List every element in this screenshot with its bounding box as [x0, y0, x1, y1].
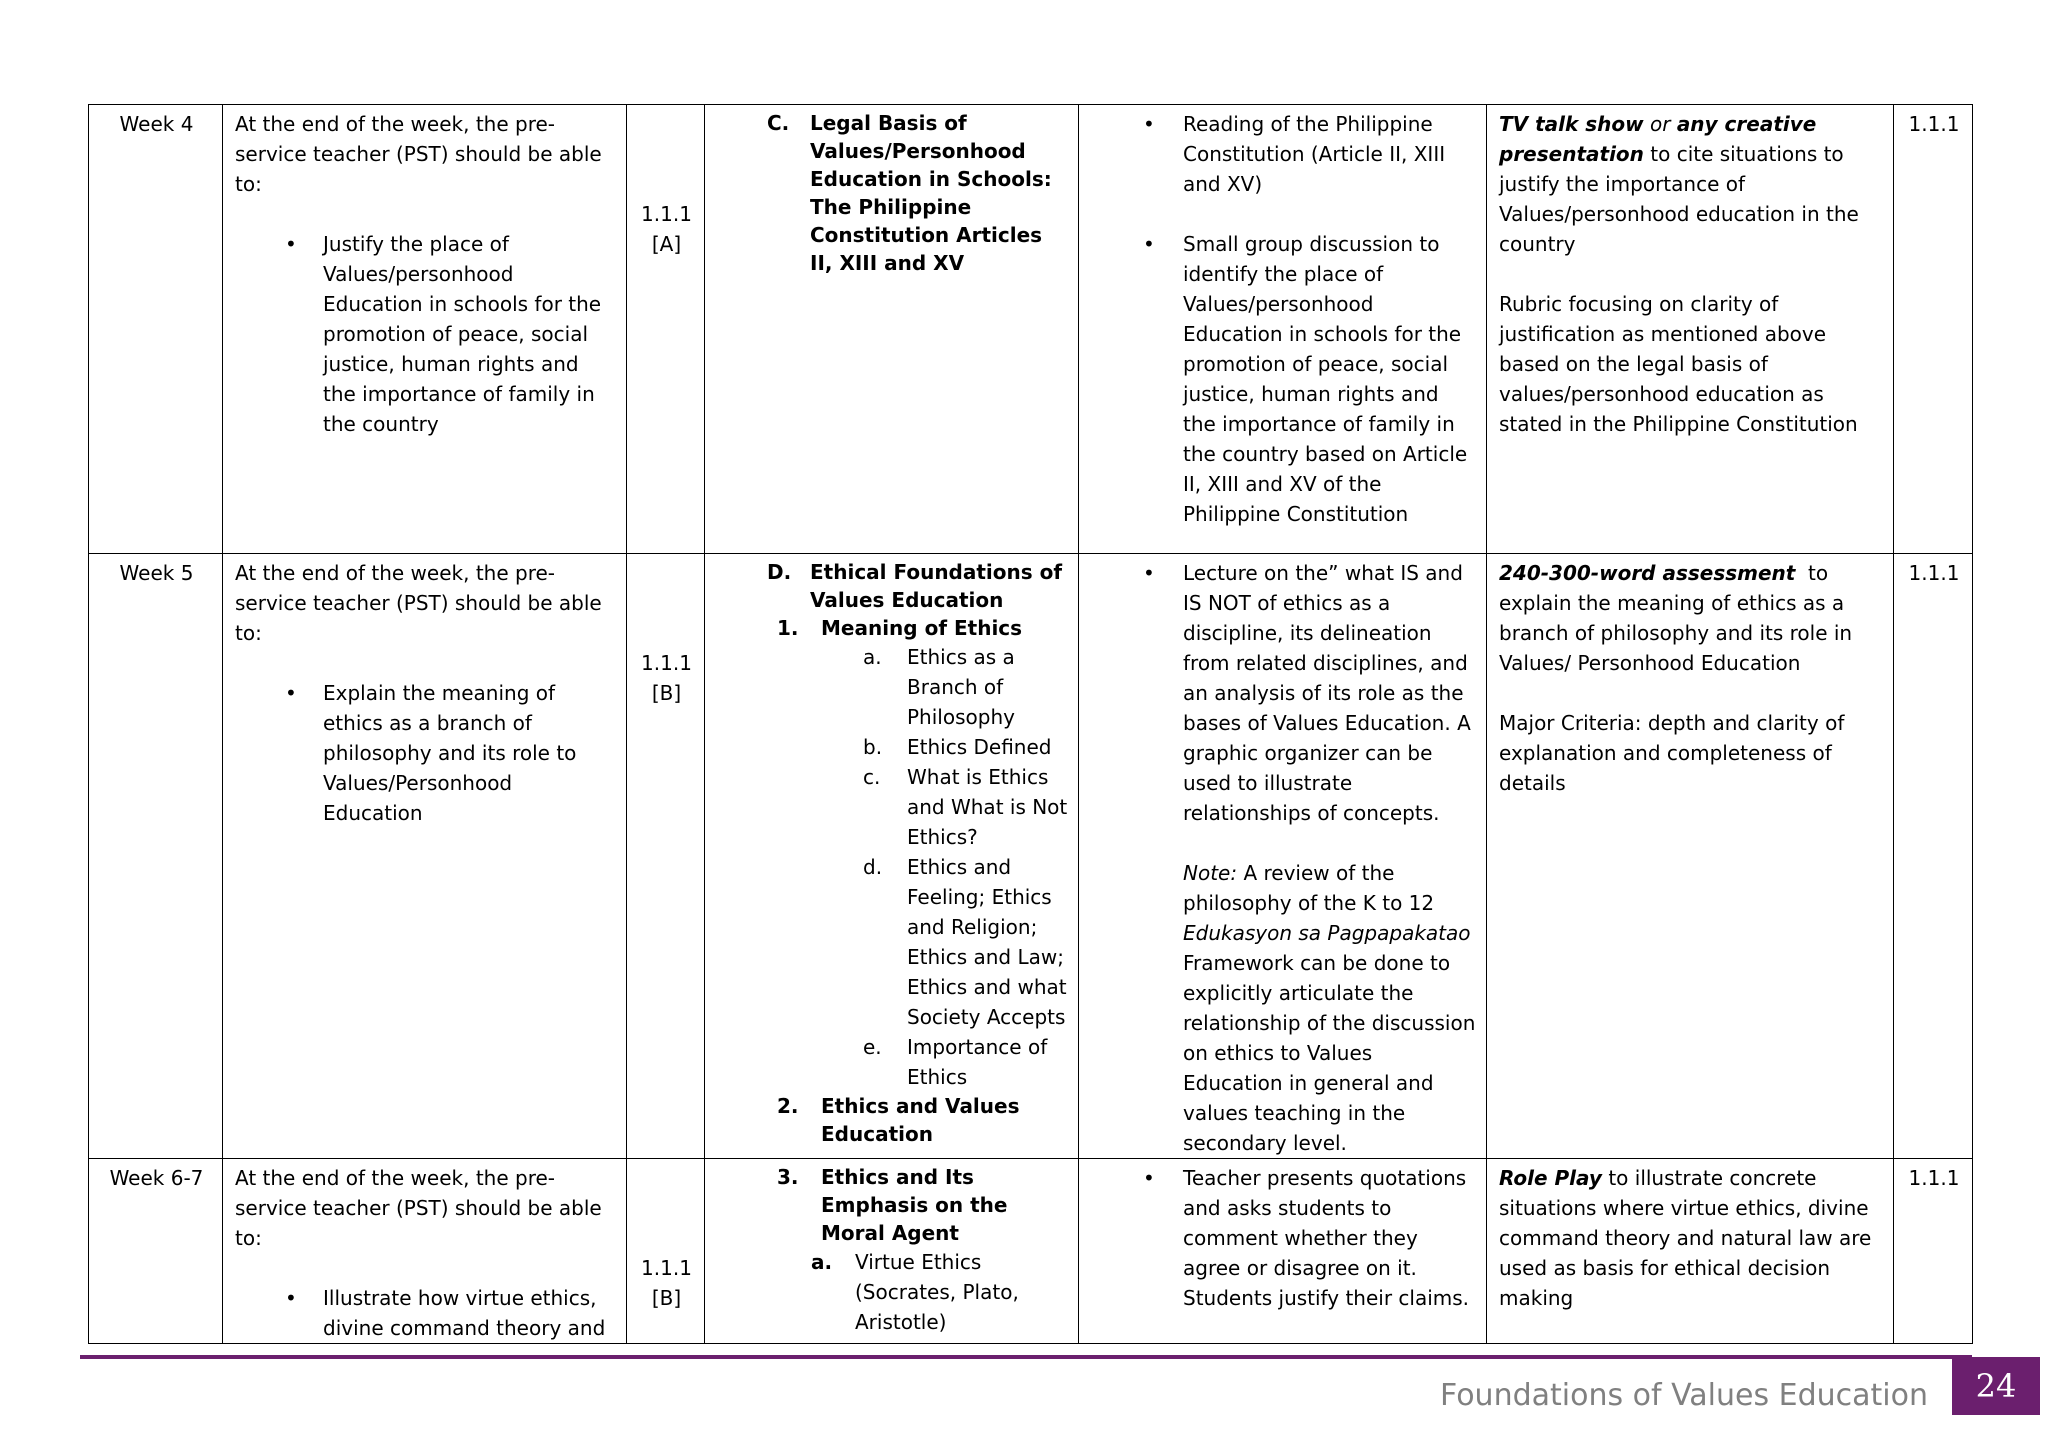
- week-cell: [89, 1159, 223, 1344]
- assessment-emphasis: any creative presentation: [1499, 112, 1817, 166]
- outcome-code: 1.1.1: [641, 202, 692, 226]
- activities-cell: [1079, 1159, 1487, 1344]
- assessment-cell: [1487, 1159, 1894, 1344]
- outcomes-cell: [223, 1159, 627, 1344]
- subtopic-item: [717, 762, 1068, 852]
- topic-title: Legal Basis of Values/Personhood Education in Schools: The Philippine Constitution Articles II, XIII and XV: [810, 111, 1052, 275]
- outcome-code-tag: [B]: [651, 681, 682, 705]
- code-cell: [627, 105, 705, 554]
- subtopic-label: 3.: [777, 1165, 799, 1189]
- outcome-intro: At the end of the week, the pre-service teacher (PST) should be able to:: [235, 112, 602, 196]
- outcome-code-tag: [A]: [651, 232, 682, 256]
- page-number-badge: [1952, 1357, 2040, 1415]
- assessment-rubric: Rubric focusing on clarity of justification as mentioned above based on the legal basis of values/personhood education as stated in the Philippine Constitution: [1499, 292, 1858, 436]
- week-cell: [89, 105, 223, 554]
- note-label: Note:: [1183, 861, 1238, 885]
- item-text: What is Ethics and What is Not Ethics?: [907, 765, 1068, 849]
- item-label: b.: [863, 735, 883, 759]
- note-italic: Edukasyon sa Pagpapakatao: [1183, 921, 1471, 945]
- outcome-number: 1.1.1: [1908, 112, 1960, 136]
- activity-item: • Small group discussion to identify the place of Values/personhood Education in schools for the promotion of peace, social justice, human rights and the importance of family in the country based on Article II, XIII and XV of the Philippine Constitution: [1091, 229, 1476, 529]
- topic-title: Ethical Foundations of Values Education: [810, 560, 1063, 612]
- item-text: Ethics Defined: [907, 735, 1052, 759]
- code-cell: [627, 554, 705, 1159]
- table-row: [89, 554, 1973, 1159]
- activity-item: • Lecture on the” what IS and IS NOT of ethics as a discipline, its delineation from related disciplines, and an analysis of its role as the bases of Values Education. A graphic organizer can be used to illustrate relationships of concepts.: [1091, 558, 1476, 828]
- footer-title: Foundations of Values Education: [1440, 1378, 1928, 1413]
- assessment-task: [1499, 109, 1883, 259]
- topic-cell: [705, 554, 1079, 1159]
- week-label: Week 5: [119, 561, 194, 585]
- subtopic-item: [717, 732, 1068, 762]
- subtopic-item: [717, 642, 1068, 732]
- note-text: Framework can be done to explicitly articulate the relationship of the discussion on ethics to Values Education in general and values teaching in the secondary level.: [1183, 951, 1476, 1155]
- outcome-number: 1.1.1: [1908, 561, 1960, 585]
- outcome-bullet: • Explain the meaning of ethics as a branch of philosophy and its role to Values/Personhood Education: [235, 678, 616, 828]
- note-text: A review of the philosophy of the K to 12: [1183, 861, 1435, 915]
- outcome-bullet: • Illustrate how virtue ethics, divine command theory and: [235, 1283, 616, 1343]
- assessment-text: to explain the meaning of ethics as a branch of philosophy and its role in Values/ Personhood Education: [1499, 561, 1859, 675]
- item-text: Importance of Ethics: [907, 1035, 1048, 1089]
- subtopic-label: 2.: [777, 1094, 799, 1118]
- subtopic-item: [717, 1032, 1068, 1092]
- item-text: Virtue Ethics (Socrates, Plato, Aristotle): [855, 1250, 1019, 1334]
- assessment-task: [1499, 1163, 1883, 1313]
- week-label: Week 4: [119, 112, 194, 136]
- number-cell: [1894, 554, 1973, 1159]
- outcome-code-tag: [B]: [651, 1286, 682, 1310]
- number-cell: [1894, 1159, 1973, 1344]
- assessment-task: [1499, 558, 1883, 678]
- assessment-text: to cite situations to justify the importance of Values/personhood education in the country: [1499, 142, 1859, 256]
- subtopic-title: Ethics and Its Emphasis on the Moral Agent: [821, 1165, 1008, 1245]
- outcome-intro: At the end of the week, the pre-service teacher (PST) should be able to:: [235, 1166, 602, 1250]
- table-row: [89, 1159, 1973, 1344]
- outcome-code: 1.1.1: [641, 651, 692, 675]
- item-text: Ethics and Feeling; Ethics and Religion; Ethics and Law; Ethics and what Society Accepts: [907, 855, 1067, 1029]
- outcomes-cell: [223, 554, 627, 1159]
- number-cell: [1894, 105, 1973, 554]
- activity-item: • Teacher presents quotations and asks students to comment whether they agree or disagree on it. Students justify their claims.: [1091, 1163, 1476, 1313]
- activities-cell: [1079, 554, 1487, 1159]
- table-row: [89, 105, 1973, 554]
- week-cell: [89, 554, 223, 1159]
- assessment-cell: [1487, 105, 1894, 554]
- syllabus-table: [88, 104, 1973, 1344]
- topic-label: D.: [767, 560, 792, 584]
- subtopic-item: [717, 1247, 1068, 1337]
- subtopic-item: [717, 852, 1068, 1032]
- footer-rule: [80, 1355, 1972, 1359]
- item-text: Ethics as a Branch of Philosophy: [907, 645, 1015, 729]
- subtopic-title: Meaning of Ethics: [821, 616, 1023, 640]
- assessment-criteria: Major Criteria: depth and clarity of explanation and completeness of details: [1499, 711, 1845, 795]
- item-label: a.: [811, 1250, 833, 1274]
- outcome-number: 1.1.1: [1908, 1166, 1960, 1190]
- activities-cell: [1079, 105, 1487, 554]
- item-label: a.: [863, 645, 882, 669]
- assessment-emphasis: 240-300-word assessment: [1499, 561, 1796, 585]
- item-label: c.: [863, 765, 881, 789]
- outcome-code: 1.1.1: [641, 1256, 692, 1280]
- assessment-text: to illustrate concrete situations where virtue ethics, divine command theory and natural law are used as basis for ethical decision making: [1499, 1166, 1872, 1310]
- week-label: Week 6-7: [109, 1166, 204, 1190]
- subtopic-label: 1.: [777, 616, 799, 640]
- assessment-emphasis: Role Play: [1499, 1166, 1602, 1190]
- assessment-emphasis: TV talk show: [1499, 112, 1644, 136]
- activity-note: [1091, 858, 1476, 1158]
- activity-item: • Reading of the Philippine Constitution (Article II, XIII and XV): [1091, 109, 1476, 199]
- assessment-cell: [1487, 554, 1894, 1159]
- page-number: 24: [1975, 1367, 2017, 1405]
- item-label: e.: [863, 1035, 882, 1059]
- outcomes-cell: [223, 105, 627, 554]
- item-label: d.: [863, 855, 883, 879]
- topic-cell: [705, 1159, 1079, 1344]
- subtopic-title: Ethics and Values Education: [821, 1094, 1020, 1146]
- code-cell: [627, 1159, 705, 1344]
- topic-cell: [705, 105, 1079, 554]
- topic-label: C.: [767, 111, 790, 135]
- outcome-intro: At the end of the week, the pre-service teacher (PST) should be able to:: [235, 561, 602, 645]
- outcome-bullet: • Justify the place of Values/personhood Education in schools for the promotion of peace, social justice, human rights and the importance of family in the country: [235, 229, 616, 439]
- assessment-connector: or: [1643, 112, 1677, 136]
